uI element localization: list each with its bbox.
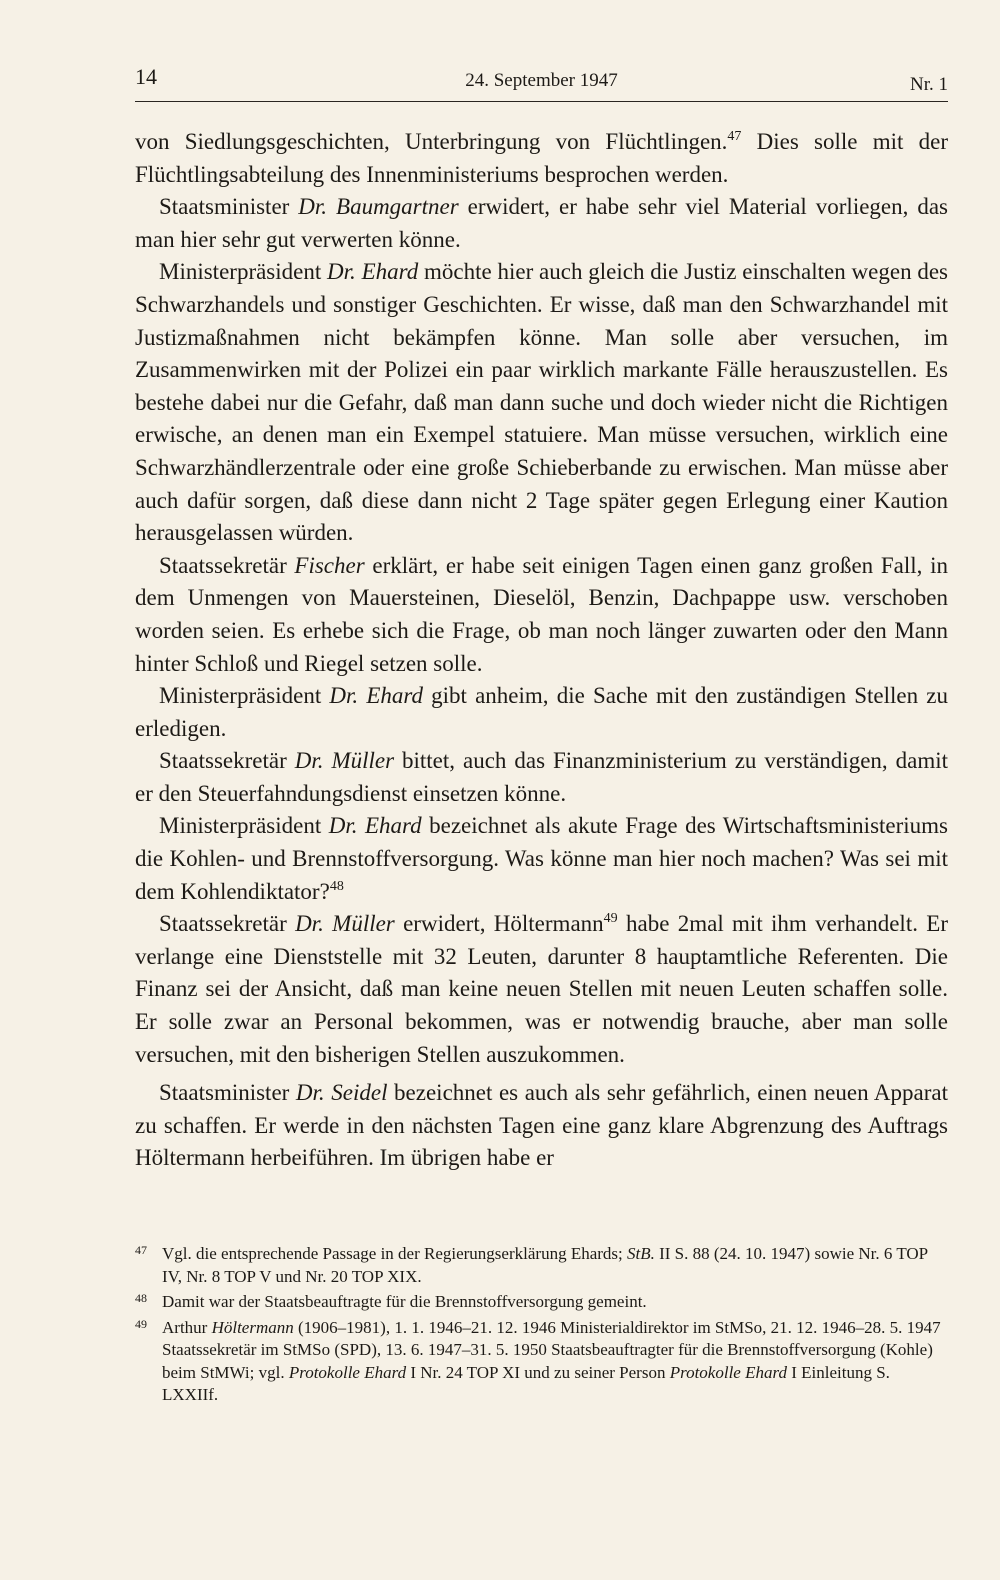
speaker-name: Baumgartner — [336, 194, 459, 220]
header-rule — [135, 101, 948, 102]
header-date: 24. September 1947 — [465, 70, 618, 91]
footnote-ref: 49 — [603, 911, 618, 927]
paragraph: Ministerpräsident Dr. Ehard gibt anheim, die Sache mit den zuständigen Stellen zu erledigen. — [135, 683, 948, 741]
speaker-name: Müller — [331, 748, 395, 774]
paragraph: Staatssekretär Dr. Müller bittet, auch das Finanzministerium zu verständigen, damit er den Steuerfahndungsdienst einsetzen könne. — [135, 748, 948, 806]
footnote-ref: 48 — [329, 878, 344, 894]
page-header — [135, 64, 948, 94]
footnote-number: 48 — [135, 1291, 147, 1305]
speaker-name: Ehard — [364, 813, 422, 839]
speaker-name: Seidel — [331, 1080, 388, 1106]
paragraph: Staatssekretär Dr. Müller erwidert, Höltermann$^{49}$ habe 2mal mit ihm verhandelt. Er verlange eine Dienststelle mit 32 Leuten, darunter 8 hauptamtliche Referenten. Die Finanz sei der Ansicht, daß man keine neuen Stellen mit neuen Leuten schaffen solle. Er solle zwar an Personal bekommen, was er notwendig brauche, aber man solle versuchen, mit den bisherigen Stellen auszukommen. — [135, 911, 948, 1067]
speaker-name: Ehard — [361, 259, 419, 285]
footnote: 48 Damit war der Staatsbeauftragte für die Brennstoffversorgung gemeint. — [135, 1291, 647, 1311]
footnotes — [135, 1243, 948, 1410]
document-number: Nr. 1 — [910, 74, 948, 95]
footnote-ref: 47 — [727, 129, 742, 144]
footnote-number: 47 — [135, 1243, 147, 1257]
paragraph: Staatssekretär Fischer erklärt, er habe seit einigen Tagen einen ganz großen Fall, in dem Unmengen von Mauersteinen, Dieselöl, Benzin, Dachpappe usw. verschoben worden seien. Es erhebe sich die Frage, ob man noch länger zuwarten oder den Mann hinter Schloß und Riegel setzen solle. — [135, 552, 948, 676]
paragraph: Staatsminister Dr. Baumgartner erwidert, er habe sehr viel Material vorliegen, das man hier sehr gut verwerten könne. — [135, 194, 949, 252]
speaker-name: Müller — [332, 911, 395, 937]
speaker-name: Fischer — [294, 552, 365, 578]
page-number: 14 — [135, 64, 157, 89]
footnote-number: 49 — [135, 1316, 147, 1331]
footnote: 47 Vgl. die entsprechende Passage in der Regierungserklärung Ehards; StB. II S. 88 (24. 10. 1947) sowie Nr. 6 TOP IV, Nr. 8 TOP V und Nr. 20 TOP XIX. — [135, 1243, 928, 1286]
paragraph: von Siedlungsgeschichten, Unterbringung von Flüchtlingen.$^{47}$ Dies solle mit der Flüchtlingsabteilung des Innenministeriums besprochen werden. — [135, 129, 948, 187]
paragraph: Staatsminister Dr. Seidel bezeichnet es auch als sehr gefährlich, einen neuen Apparat zu schaffen. Er werde in den nächsten Tagen eine ganz klare Abgrenzung des Auftrags Höltermann herbeiführen. Im übrigen habe er — [135, 1080, 948, 1171]
footnote: 49 Arthur Höltermann (1906–1981), 1. 1. 1946–21. 12. 1946 Ministerialdirektor im StMSo, 21. 12. 1946–28. 5. 1947 Staatssekretär im StMSo (SPD), 13. 6. 1947–31. 5. 1950 Staatsbeauftragter für die Brennstoffversorgung (Kohle) beim StMWi; vgl. Protokolle Ehard I Nr. 24 TOP XI und zu seiner Person Protokolle Ehard I Einleitung S. LXXIIf. — [135, 1316, 941, 1404]
body-text — [135, 126, 948, 1175]
speaker-name: Ehard — [366, 683, 423, 709]
paragraph: Ministerpräsident Dr. Ehard bezeichnet als akute Frage des Wirtschaftsministeriums die Kohlen- und Brennstoffversorgung. Was könne man hier noch machen? Was sei mit dem Kohlendiktator?$^{48}$ — [135, 813, 949, 904]
paragraph: Ministerpräsident Dr. Ehard möchte hier auch gleich die Justiz einschalten wegen des Schwarzhandels und sonstiger Geschichten. Er wisse, daß man den Schwarzhandel mit Justizmaßnahmen nicht bekämpfen könne. Man solle aber versuchen, im Zusammenwirken mit der Polizei ein paar wirklich markante Fälle herauszustellen. Es bestehe dabei nur die Gefahr, daß man dann suche und doch wieder nicht die Richtigen erwische, an denen man ein Exempel statuiere. Man müsse versuchen, wirklich eine Schwarzhändlerzentrale oder eine große Schieberbande zu erwischen. Man müsse aber auch dafür sorgen, daß diese dann nicht 2 Tage später gegen Erlegung einer Kaution herausgelassen würden. — [135, 259, 949, 546]
